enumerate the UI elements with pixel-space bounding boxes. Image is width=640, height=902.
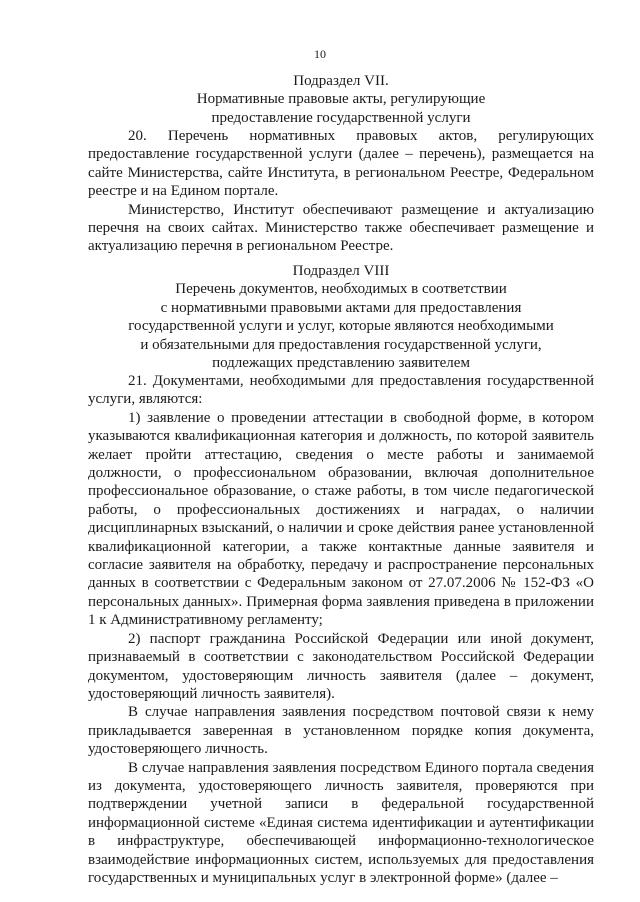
- section-8-subtitle-line-5: подлежащих представлению заявителем: [212, 355, 470, 372]
- list-item-passport: 2) паспорт гражданина Российской Федерации или иной документ, признаваемый в соответствии с законодательством Российской Федерации документом, удостоверяющим личность заявителя (далее – документ, удостоверяющий личность заявителя).: [88, 630, 594, 702]
- paragraph-ministry-institute: Министерство, Институт обеспечивают размещение и актуализацию перечня на своих сайтах. Министерство также обеспечивает размещение и актуализацию перечня в региональном Реестре.: [88, 201, 594, 255]
- section-8-body: [88, 372, 594, 887]
- paragraph-postal-submission: В случае направления заявления посредством почтовой связи к нему прикладывается заверенная в установленном порядке копия документа, удостоверяющего личность.: [88, 704, 594, 758]
- paragraph-20: 20. Перечень нормативных правовых актов, регулирующих предоставление государственной услуги (далее – перечень), размещается на сайте Министерства, сайте Института, в региональном Реестре, Федеральном реестре и на Едином портале.: [88, 128, 594, 200]
- section-8-title: Подраздел VIII: [292, 263, 390, 279]
- section-8-subtitle-line-4: и обязательными для предоставления государственной услуги,: [140, 336, 542, 353]
- page-number: 10: [314, 47, 326, 61]
- paragraph-portal-submission: В случае направления заявления посредством Единого портала сведения из документа, удостоверяющего личность заявителя, проверяются при подтверждении учетной записи в федеральной государственной информационной системе «Единая система идентификации и аутентификации в инфраструктуре, обеспечивающей информационно-технологическое взаимодействие информационных систем, используемых для предоставления государственных и муниципальных услуг в электронной форме» (далее –: [88, 759, 594, 886]
- section-7-title: Подраздел VII.: [293, 73, 389, 89]
- section-7-heading: [88, 72, 594, 127]
- section-7-body: [88, 127, 594, 256]
- list-item-application: 1) заявление о проведении аттестации в свободной форме, в котором указываются квалификационная категория и должность, по которой заявитель желает пройти аттестацию, сведения о месте работы и занимаемой должности, о профессиональном образовании, включая дополнительное профессиональное образование, о стаже работы, в том числе педагогической работы, о профессиональных достижениях и наградах, о наличии дисциплинарных взысканий, о наличии и сроке действия ранее установленной квалификационной категории, а также контактные данные заявителя и согласие заявителя на обработку, передачу и распространение персональных данных в соответствии с Федеральным законом от 27.07.2006 № 152-ФЗ «О персональных данных». Примерная форма заявления приведена в приложении 1 к Административному регламенту;: [88, 409, 594, 629]
- section-8-subtitle-line-2: с нормативными правовыми актами для предоставления: [160, 299, 522, 316]
- section-8-subtitle-line-3: государственной услуги и услуг, которые являются необходимыми: [128, 318, 554, 335]
- section-7-subtitle-line-2: предоставление государственной услуги: [211, 109, 471, 126]
- paragraph-21: 21. Документами, необходимыми для предоставления государственной услуги, являются:: [88, 373, 594, 408]
- section-7-subtitle-line-1: Нормативные правовые акты, регулирующие: [196, 91, 486, 108]
- section-8-subtitle-line-1: Перечень документов, необходимых в соответствии: [175, 281, 507, 298]
- section-8-heading: [88, 262, 594, 372]
